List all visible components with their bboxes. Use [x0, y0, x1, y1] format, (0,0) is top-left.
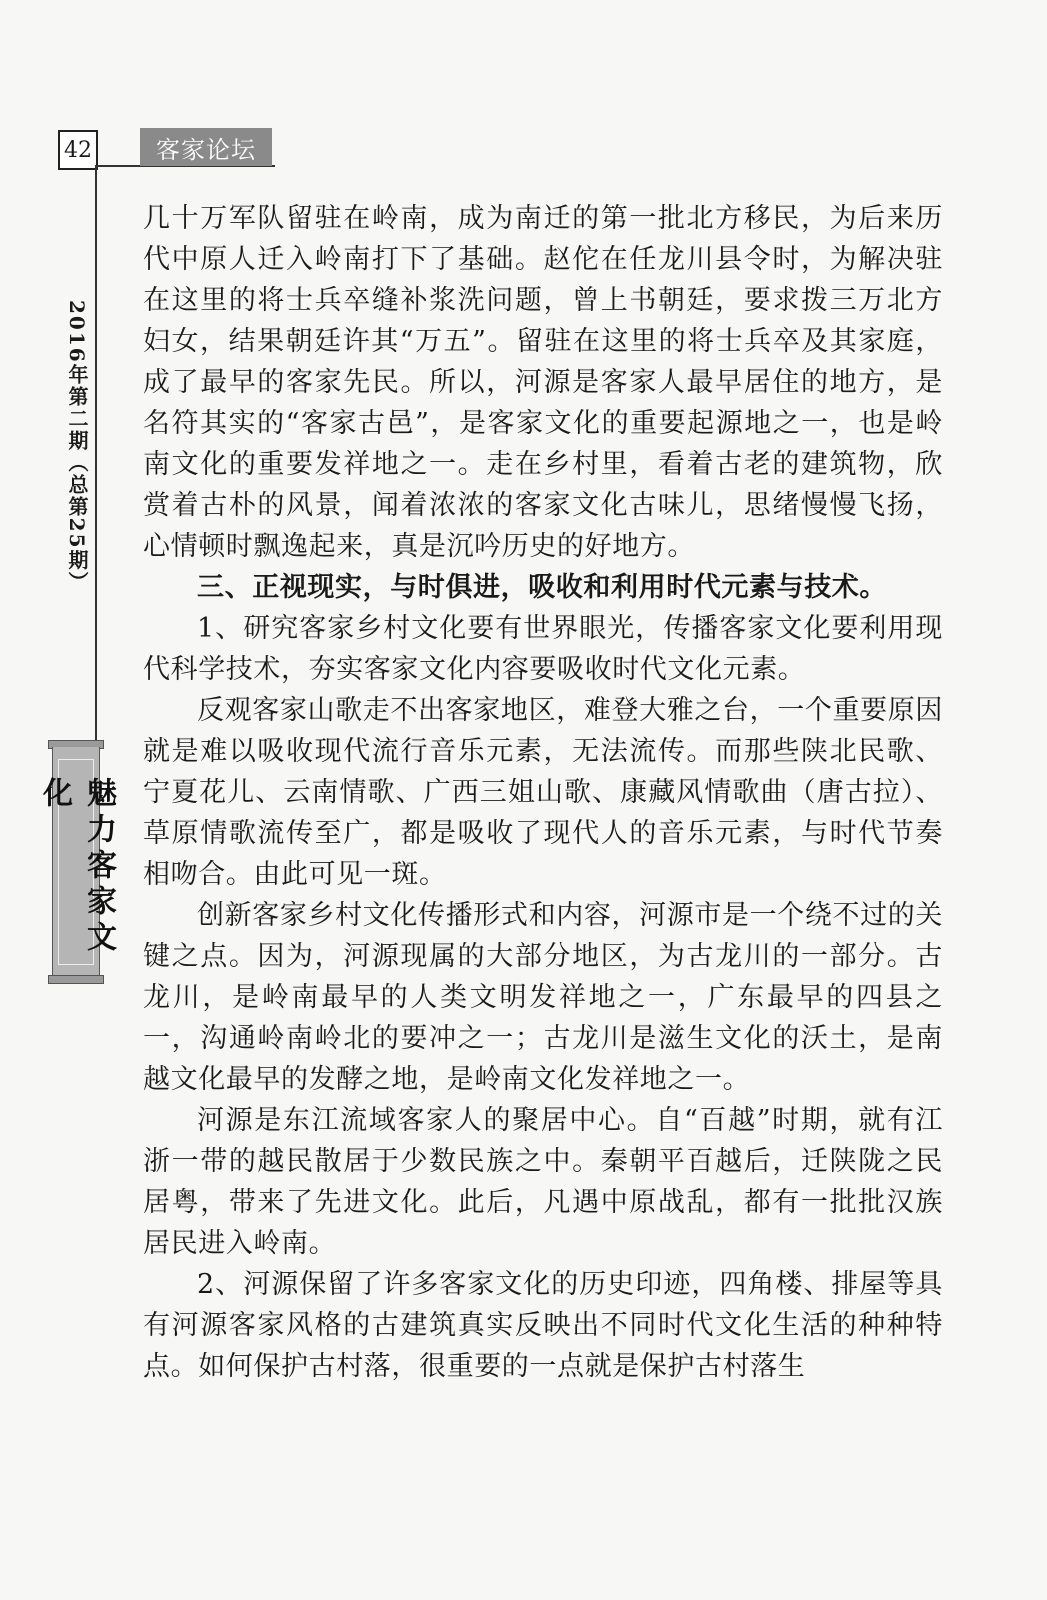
paragraph: 反观客家山歌走不出客家地区，难登大雅之台，一个重要原因就是难以吸收现代流行音乐元素，无法流传。而那些陕北民歌、宁夏花儿、云南情歌、广西三姐山歌、康藏风情歌曲（唐古拉）、草原情歌流传至广，都是吸收了现代人的音乐元素，与时代节奏相吻合。由此可见一斑。 — [143, 695, 943, 890]
paragraph: 创新客家乡村文化传播形式和内容，河源市是一个绕不过的关键之点。因为，河源现属的大部分地区，为古龙川的一部分。古龙川，是岭南最早的人类文明发祥地之一，广东最早的四县之一，沟通岭南岭北的要冲之一；古龙川是滋生文化的沃土，是南越文化最早的发酵之地，是岭南文化发祥地之一。 — [143, 900, 943, 1095]
section-heading: 三、正视现实，与时俱进，吸收和利用时代元素与技术。 — [197, 572, 887, 603]
scroll-body — [37, 747, 116, 977]
paragraph: 河源是东江流域客家人的聚居中心。自“百越”时期，就有江浙一带的越民散居于少数民族之中。秦朝平百越后，迁陕陇之民居粤，带来了先进文化。此后，凡遇中原战乱，都有一批批汉族居民进入岭南。 — [143, 1105, 943, 1259]
article-body — [143, 198, 943, 1387]
scroll-bottom-rod — [48, 975, 104, 984]
paragraph: 1、研究客家乡村文化要有世界眼光，传播客家文化要利用现代科学技术，夯实客家文化内容要吸收时代文化元素。 — [143, 613, 943, 685]
page-number: 42 — [58, 130, 98, 170]
scroll-calligraphy: 魅力客家文化 — [37, 777, 116, 957]
margin-rule — [95, 166, 97, 748]
issue-label: 2016年第二期（总第25期） — [65, 300, 89, 594]
paragraph: 2、河源保留了许多客家文化的历史印迹，四角楼、排屋等具有河源客家风格的古建筑真实反映出不同时代文化生活的种种特点。如何保护古村落，很重要的一点就是保护古村落生 — [143, 1269, 943, 1382]
section-title: 客家论坛 — [140, 128, 272, 166]
calligraphy-scroll-seal — [37, 740, 116, 984]
paragraph: 几十万军队留驻在岭南，成为南迁的第一批北方移民，为后来历代中原人迁入岭南打下了基础。赵佗在任龙川县令时，为解决驻在这里的将士兵卒缝补浆洗问题，曾上书朝廷，要求拨三万北方妇女，结果朝廷许其“万五”。留驻在这里的将士兵卒及其家庭，成了最早的客家先民。所以，河源是客家人最早居住的地方，是名符其实的“客家古邑”，是客家文化的重要起源地之一，也是岭南文化的重要发祥地之一。走在乡村里，看着古老的建筑物，欣赏着古朴的风景，闻着浓浓的客家文化古味儿，思绪慢慢飞扬，心情顿时飘逸起来，真是沉吟历史的好地方。 — [143, 203, 943, 562]
